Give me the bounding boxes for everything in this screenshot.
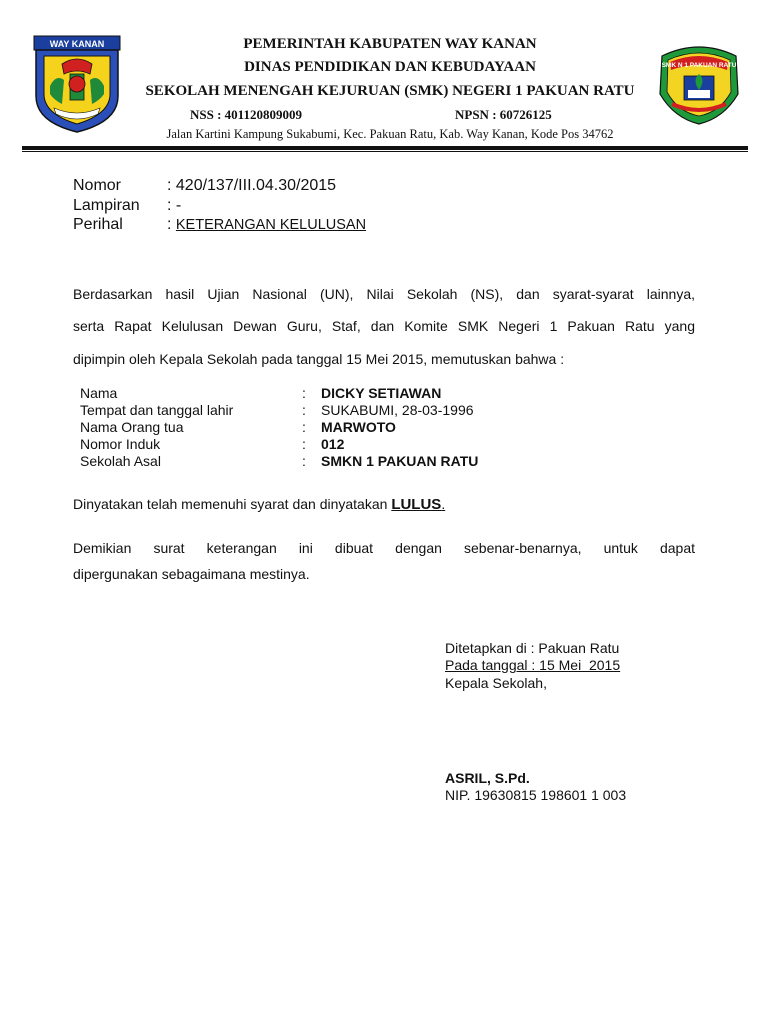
signature-role: Kepala Sekolah, (445, 675, 547, 691)
statement-suffix: . (441, 496, 446, 512)
student-colon: : (302, 385, 306, 401)
closing-line-1: Demikian surat keterangan ini dibuat dengan sebenar-benarnya, untuk dapat (73, 540, 695, 556)
meta-perihal-value: KETERANGAN KELULUSAN (175, 217, 367, 233)
signature-place: Ditetapkan di : Pakuan Ratu (445, 640, 620, 656)
letterhead-npsn: NPSN : 60726125 (455, 107, 552, 122)
student-colon: : (302, 436, 306, 452)
letterhead-school-name: SEKOLAH MENENGAH KEJURUAN (SMK) NEGERI 1 PAKUAN RATU (145, 83, 635, 99)
student-value: 012 (321, 436, 345, 452)
letterhead-department: DINAS PENDIDIKAN DAN KEBUDAYAAN (244, 59, 536, 75)
student-colon: : (302, 402, 306, 418)
graduation-statement (73, 496, 445, 513)
signature-date: Pada tanggal : 15 Mei 2015 (445, 657, 621, 673)
logo-left-text: WAY KANAN (49, 39, 105, 49)
student-label: Nama (80, 385, 118, 401)
student-label: Tempat dan tanggal lahir (80, 402, 234, 418)
meta-perihal-value-wrap (167, 216, 366, 234)
meta-nomor-value: : 420/137/III.04.30/2015 (167, 177, 337, 194)
meta-nomor-label: Nomor (73, 177, 122, 194)
student-value: MARWOTO (321, 419, 396, 435)
body-line-3: dipimpin oleh Kepala Sekolah pada tanggal 15 Mei 2015, memutuskan bahwa : (73, 351, 565, 367)
meta-perihal-label: Perihal (73, 216, 123, 233)
letterhead-address: Jalan Kartini Kampung Sukabumi, Kec. Pakuan Ratu, Kab. Way Kanan, Kode Pos 34762 (166, 127, 614, 141)
signature-name: ASRIL, S.Pd. (445, 770, 530, 786)
student-colon: : (302, 453, 306, 469)
body-line-1: Berdasarkan hasil Ujian Nasional (UN), Nilai Sekolah (NS), dan syarat-syarat lainnya, (73, 286, 695, 302)
student-colon: : (302, 419, 306, 435)
student-value: SUKABUMI, 28-03-1996 (321, 402, 474, 418)
letterhead-government: PEMERINTAH KABUPATEN WAY KANAN (243, 36, 537, 52)
meta-perihal-colon: : (167, 216, 176, 233)
statement-prefix: Dinyatakan telah memenuhi syarat dan dinyatakan (73, 496, 392, 512)
student-label: Sekolah Asal (80, 453, 161, 469)
meta-lampiran-label: Lampiran (73, 197, 140, 214)
signature-nip: NIP. 19630815 198601 1 003 (445, 787, 627, 803)
closing-line-2: dipergunakan sebagaimana mestinya. (73, 566, 310, 582)
letterhead-rule-thin (22, 151, 748, 152)
body-line-2: serta Rapat Kelulusan Dewan Guru, Staf, dan Komite SMK Negeri 1 Pakuan Ratu yang (73, 318, 695, 334)
student-value: SMKN 1 PAKUAN RATU (321, 453, 479, 469)
meta-lampiran-value: : - (167, 197, 182, 214)
student-label: Nomor Induk (80, 436, 161, 452)
student-label: Nama Orang tua (80, 419, 184, 435)
student-value: DICKY SETIAWAN (321, 385, 442, 401)
graduation-result: LULUS (391, 496, 442, 513)
letterhead-rule-thick (22, 146, 748, 150)
letterhead-nss: NSS : 401120809009 (190, 107, 302, 122)
logo-right-text: SMK N 1 PAKUAN RATU (661, 62, 737, 69)
